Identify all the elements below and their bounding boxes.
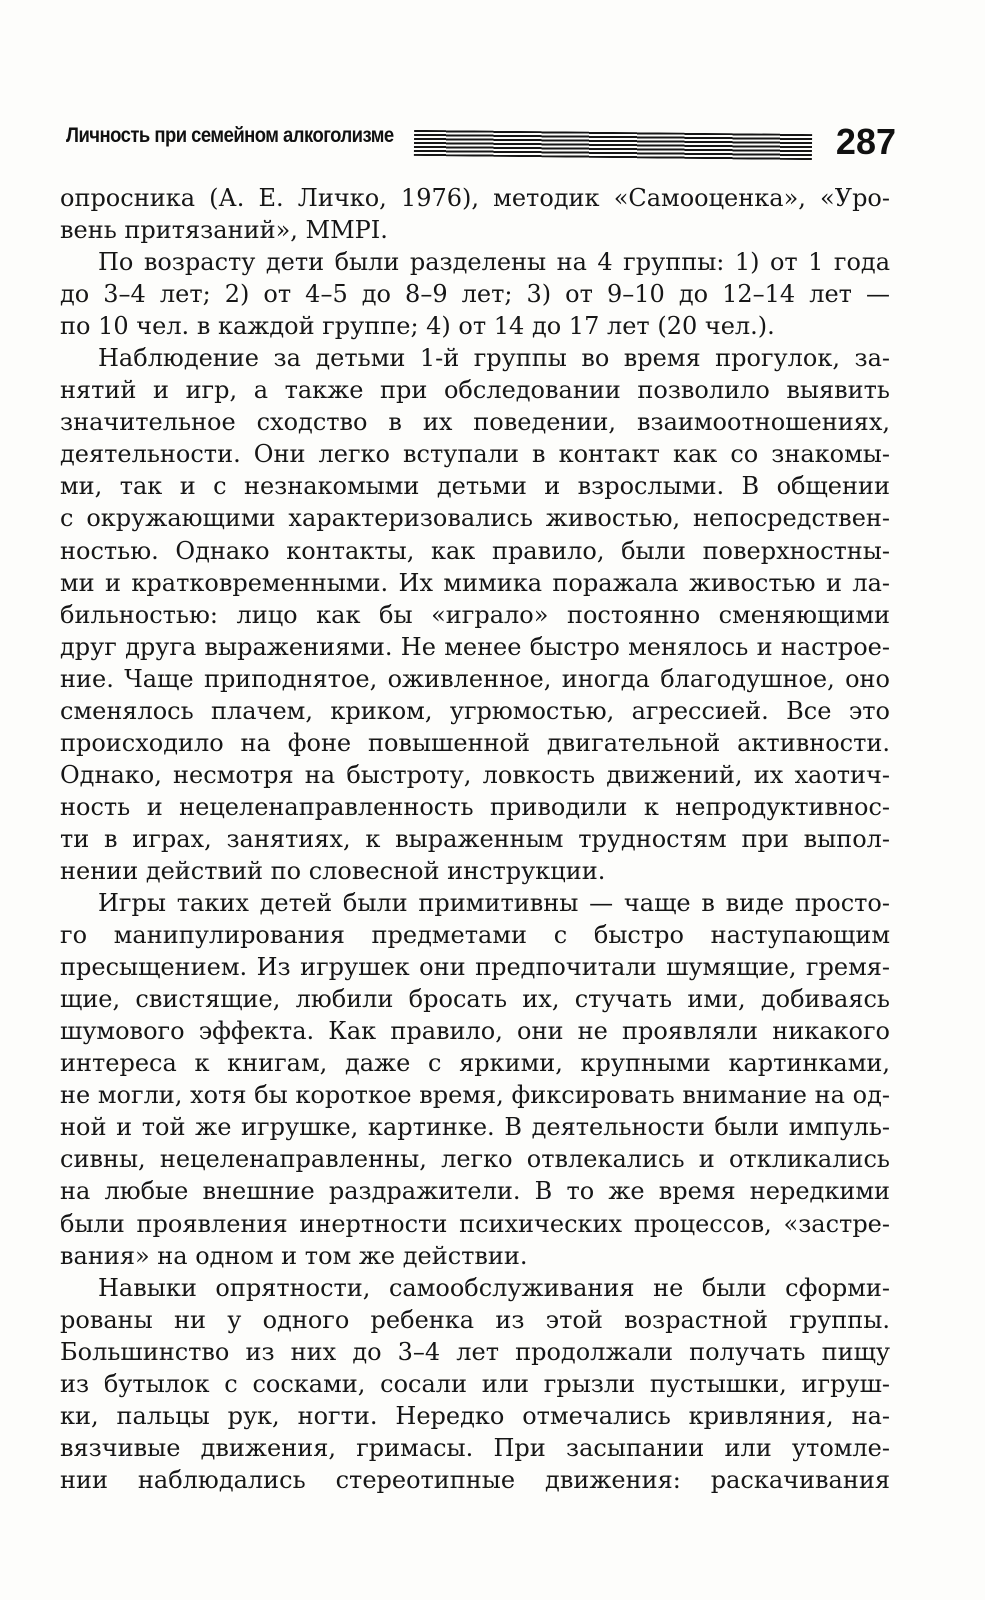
text-line: происходило на фоне повышенной двигательной активности.	[60, 728, 890, 757]
text-line: ти в играх, занятиях, к выраженным трудностям при выпол-	[60, 824, 890, 853]
text-line	[60, 1272, 890, 1304]
header-decorative-rule	[414, 130, 812, 160]
text-line: на любые внешние раздражители. В то же время нередкими	[60, 1177, 890, 1206]
text-line-content: Навыки опрятности, самообслуживания не были сформи-	[98, 1273, 890, 1302]
text-line: ностью. Однако контакты, как правило, были поверхностны-	[60, 536, 890, 565]
text-line	[60, 342, 890, 374]
text-line: нении действий по словесной инструкции.	[60, 856, 606, 885]
text-line: опросника (А. Е. Личко, 1976), методик «Самооценка», «Уро-	[60, 184, 890, 212]
text-line: деятельности. Они легко вступали в контакт как со знакомы-	[60, 440, 890, 469]
text-line: ми и кратковременными. Их мимика поражала живостью и ла-	[60, 568, 890, 597]
text-line: бильностью: лицо как бы «играло» постоянно сменяющими	[60, 600, 890, 629]
text-line: пресыщением. Из игрушек они предпочитали шумящие, гремя-	[60, 953, 890, 982]
text-line: до 3–4 лет; 2) от 4–5 до 8–9 лет; 3) от 9–10 до 12–14 лет —	[60, 280, 890, 309]
text-line: Однако, несмотря на быстроту, ловкость движений, их хаотич-	[60, 760, 890, 789]
text-line: рованы ни у одного ребенка из этой возрастной группы.	[60, 1305, 890, 1334]
text-line: ной и той же игрушке, картинке. В деятельности были импуль-	[60, 1113, 890, 1142]
running-title: Личность при семейном алкоголизме	[66, 124, 394, 147]
body-text	[60, 182, 890, 1496]
text-line: щие, свистящие, любили бросать их, стучать ими, добиваясь	[60, 985, 890, 1014]
page-number: 287	[835, 121, 896, 162]
text-line: вязчивые движения, гримасы. При засыпании или утомле-	[60, 1433, 890, 1462]
text-line	[60, 246, 890, 278]
text-line: были проявления инертности психических процессов, «застре-	[60, 1209, 890, 1238]
text-line-content: По возрасту дети были разделены на 4 группы: 1) от 1 года	[98, 248, 890, 277]
text-line: ние. Чаще приподнятое, оживленное, иногда благодушное, оно	[60, 664, 890, 693]
text-line: нии наблюдались стереотипные движения: раскачивания	[60, 1465, 890, 1494]
text-line: нятий и игр, а также при обследовании позволило выявить	[60, 376, 890, 405]
text-line: ность и нецеленаправленность приводили к непродуктивнос-	[60, 792, 890, 821]
text-line: вания» на одном и том же действии.	[60, 1241, 528, 1270]
text-line: вень притязаний», MMPI.	[60, 216, 388, 245]
text-line: Большинство из них до 3–4 лет продолжали получать пищу	[60, 1337, 890, 1366]
text-line	[60, 887, 890, 919]
text-line: сивны, нецеленаправленны, легко отвлекались и откликались	[60, 1145, 890, 1174]
text-line: из бутылок с сосками, сосали или грызли пустышки, игруш-	[60, 1369, 890, 1398]
text-line: го манипулирования предметами с быстро наступающим	[60, 921, 890, 950]
text-line: значительное сходство в их поведении, взаимоотношениях,	[60, 408, 890, 437]
text-line: с окружающими характеризовались живостью, непосредствен-	[60, 504, 890, 533]
text-line: друг друга выражениями. Не менее быстро менялось и настрое-	[60, 632, 890, 661]
text-line: ми, так и с незнакомыми детьми и взрослыми. В общении	[60, 472, 890, 501]
running-head	[66, 118, 896, 168]
text-line: шумового эффекта. Как правило, они не проявляли никакого	[60, 1017, 890, 1046]
text-line-content: Игры таких детей были примитивны — чаще в виде просто-	[98, 889, 890, 918]
text-line-content: Наблюдение за детьми 1-й группы во время прогулок, за-	[98, 344, 890, 373]
text-line: сменялось плачем, криком, угрюмостью, агрессией. Все это	[60, 696, 890, 725]
text-line: интереса к книгам, даже с яркими, крупными картинками,	[60, 1049, 890, 1078]
text-line: не могли, хотя бы короткое время, фиксировать внимание на од-	[60, 1081, 890, 1110]
text-line: по 10 чел. в каждой группе; 4) от 14 до 17 лет (20 чел.).	[60, 312, 775, 341]
text-line: ки, пальцы рук, ногти. Нередко отмечались кривляния, на-	[60, 1401, 890, 1430]
